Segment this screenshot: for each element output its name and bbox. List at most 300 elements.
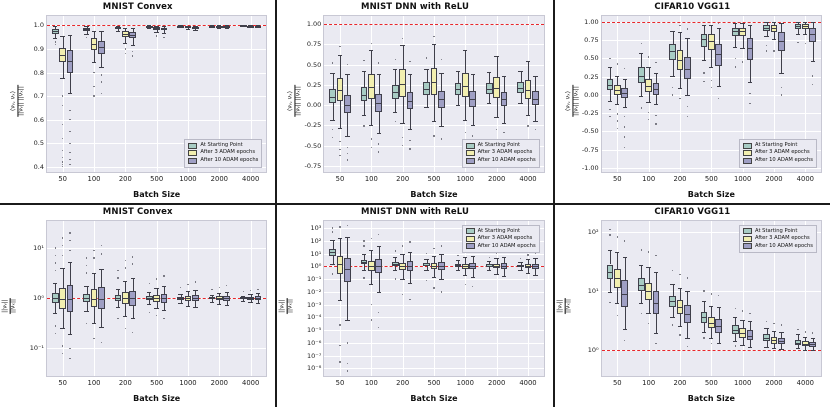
box-plot-outlier	[180, 287, 181, 288]
box-plot-whisker	[735, 317, 736, 325]
box-plot-median	[493, 266, 500, 267]
box-plot-outlier	[441, 59, 442, 60]
box-plot-cap	[225, 305, 229, 306]
box-plot-outlier	[766, 45, 767, 46]
box-plot-median	[129, 35, 136, 36]
box-plot-outlier	[363, 60, 364, 61]
box-plot-outlier	[395, 121, 396, 122]
box-plot-outlier	[749, 103, 750, 104]
box-plot-cap	[241, 296, 245, 297]
box-plot-whisker	[94, 50, 95, 62]
box-plot-outlier	[149, 312, 150, 313]
box-plot-cap	[53, 38, 57, 39]
box-plot-whisker	[711, 328, 712, 337]
box-plot-outlier	[347, 225, 348, 226]
box-plot-cap	[456, 71, 460, 72]
legend-item	[743, 157, 813, 165]
box-plot-cap	[615, 252, 619, 253]
box-plot-outlier	[781, 94, 782, 95]
box-plot-cap	[487, 261, 491, 262]
box-plot-cap	[116, 289, 120, 290]
box-plot-median	[399, 84, 406, 85]
box-plot-whisker	[434, 269, 435, 277]
box-plot-median	[368, 266, 375, 267]
box-plot-outlier	[527, 125, 528, 126]
box-plot-median	[185, 298, 192, 299]
box-plot-cap	[471, 125, 475, 126]
legend-label: At Starting Point	[477, 141, 521, 148]
box-plot-whisker	[473, 269, 474, 277]
y-tick-label: 10²	[587, 228, 599, 237]
box-plot-outlier	[86, 257, 87, 258]
box-plot-whisker	[94, 307, 95, 323]
box-plot-median	[525, 266, 532, 267]
box-plot-median	[122, 298, 129, 299]
box-plot-median	[344, 269, 351, 270]
legend-item	[188, 157, 258, 165]
box-plot-median	[122, 34, 129, 35]
box-plot-whisker	[750, 25, 751, 38]
box-plot-cap	[131, 318, 135, 319]
box-plot-whisker	[94, 273, 95, 289]
box-plot-outlier	[55, 262, 56, 263]
legend-item	[466, 142, 536, 150]
box-plot-cap	[68, 93, 72, 94]
x-tick-label: 50	[612, 174, 622, 183]
box-plot-cap	[526, 115, 530, 116]
gridline	[371, 221, 372, 377]
y-tick-label: 10⁰	[33, 294, 44, 303]
box-plot-cap	[377, 292, 381, 293]
box-plot-outlier	[641, 107, 642, 108]
box-plot-whisker	[625, 257, 626, 280]
y-tick-label: 1.0	[33, 21, 44, 30]
box-plot-cap	[779, 23, 783, 24]
box-plot-whisker	[673, 31, 674, 44]
box-plot-cap	[646, 102, 650, 103]
box-plot-median	[462, 266, 469, 267]
box-plot-cap	[796, 348, 800, 349]
box-plot-outlier	[433, 36, 434, 37]
box-plot-median	[763, 28, 770, 29]
box-plot-whisker	[125, 281, 126, 293]
y-tick-label: 1.00	[584, 17, 599, 26]
box-plot-whisker	[125, 304, 126, 316]
box-plot-whisker	[473, 107, 474, 125]
box-plot-whisker	[63, 36, 64, 48]
box-plot-cap	[639, 96, 643, 97]
legend-item	[466, 157, 536, 165]
box-plot-whisker	[403, 254, 404, 262]
box-plot-cap	[68, 334, 72, 335]
box-plot-outlier	[711, 80, 712, 81]
legend-label: After 3 ADAM epochs	[200, 149, 256, 156]
box-plot-outlier	[132, 263, 133, 264]
box-plot-cap	[193, 290, 197, 291]
box-plot-cap	[533, 258, 537, 259]
box-plot-cap	[362, 71, 366, 72]
chart-legend	[184, 139, 262, 168]
chart-title: MNIST DNN with ReLU	[361, 206, 469, 217]
y-axis-label: ||νᵧ|| ||νₓ||	[278, 298, 294, 313]
box-plot-cap	[740, 320, 744, 321]
box-plot-whisker	[528, 99, 529, 115]
box-plot-whisker	[410, 252, 411, 262]
box-plot-whisker	[465, 257, 466, 263]
box-plot-outlier	[101, 245, 102, 246]
box-plot-outlier	[703, 337, 704, 338]
box-plot-outlier	[125, 48, 126, 49]
legend-swatch	[466, 143, 475, 149]
box-plot-cap	[178, 27, 182, 28]
box-plot-whisker	[364, 254, 365, 260]
box-plot-cap	[471, 74, 475, 75]
box-plot-cap	[131, 45, 135, 46]
box-plot-outlier	[703, 290, 704, 291]
box-plot-median	[337, 90, 344, 91]
legend-swatch	[188, 143, 197, 149]
box-plot-whisker	[55, 283, 56, 293]
box-plot-box	[809, 28, 816, 43]
box-plot-cap	[256, 25, 260, 26]
box-plot-cap	[248, 294, 252, 295]
box-plot-outlier	[163, 275, 164, 276]
y-tick-label: 10⁻¹	[29, 344, 44, 353]
box-plot-median	[532, 266, 539, 267]
box-plot-cap	[748, 321, 752, 322]
box-plot-outlier	[766, 321, 767, 322]
box-plot-outlier	[339, 226, 340, 227]
box-plot-outlier	[617, 113, 618, 114]
box-plot-whisker	[395, 69, 396, 84]
box-plot-outlier	[609, 234, 610, 235]
box-plot-median	[739, 333, 746, 334]
box-plot-cap	[345, 320, 349, 321]
box-plot-cap	[670, 76, 674, 77]
box-plot-whisker	[164, 286, 165, 294]
box-plot-cap	[248, 302, 252, 303]
box-plot-cap	[424, 270, 428, 271]
box-plot-median	[739, 31, 746, 32]
box-plot-outlier	[441, 291, 442, 292]
box-plot-whisker	[347, 113, 348, 136]
box-plot-cap	[748, 82, 752, 83]
x-tick-label: 200	[396, 379, 410, 387]
box-plot-outlier	[520, 258, 521, 259]
box-plot-cap	[678, 326, 682, 327]
box-plot-whisker	[687, 323, 688, 338]
box-plot-cap	[702, 301, 706, 302]
box-plot-cap	[439, 254, 443, 255]
box-plot-outlier	[527, 254, 528, 255]
x-tick-label: 50	[335, 174, 345, 183]
box-plot-outlier	[718, 98, 719, 99]
box-plot-outlier	[687, 106, 688, 107]
x-axis-label: Batch Size	[410, 394, 458, 403]
x-tick-label: 4000	[519, 379, 537, 387]
box-plot-whisker	[750, 60, 751, 82]
box-plot-cap	[733, 317, 737, 318]
box-plot-cap	[432, 256, 436, 257]
box-plot-whisker	[427, 69, 428, 83]
box-plot-whisker	[63, 62, 64, 78]
box-plot-cap	[256, 303, 260, 304]
box-plot-cap	[608, 67, 612, 68]
box-plot-cap	[779, 73, 783, 74]
box-plot-median	[361, 262, 368, 263]
box-plot-outlier	[125, 328, 126, 329]
box-plot-outlier	[101, 81, 102, 82]
box-plot-cap	[178, 294, 182, 295]
chart-legend	[739, 139, 817, 168]
box-plot-cap	[639, 53, 643, 54]
box-plot-whisker	[434, 256, 435, 263]
box-plot-outlier	[101, 93, 102, 94]
box-plot-median	[91, 44, 98, 45]
box-plot-outlier	[624, 68, 625, 69]
box-plot-median	[153, 298, 160, 299]
box-plot-box	[344, 258, 351, 282]
box-plot-whisker	[364, 101, 365, 115]
box-plot-cap	[717, 28, 721, 29]
box-plot-whisker	[743, 338, 744, 345]
box-plot-whisker	[781, 332, 782, 338]
box-plot-cap	[502, 257, 506, 258]
box-plot-outlier	[101, 342, 102, 343]
legend-label: After 10 ADAM epochs	[477, 242, 536, 249]
box-plot-whisker	[680, 314, 681, 326]
box-plot-outlier	[378, 62, 379, 63]
box-plot-outlier	[687, 277, 688, 278]
box-plot-cap	[702, 25, 706, 26]
box-plot-outlier	[472, 286, 473, 287]
box-plot-whisker	[704, 301, 705, 312]
box-plot-outlier	[773, 50, 774, 51]
box-plot-cap	[803, 337, 807, 338]
box-plot-outlier	[687, 346, 688, 347]
box-plot-cap	[639, 303, 643, 304]
box-plot-median	[532, 99, 539, 100]
box-plot-cap	[439, 126, 443, 127]
box-plot-median	[255, 298, 262, 299]
box-plot-cap	[408, 74, 412, 75]
box-plot-cap	[408, 283, 412, 284]
box-plot-cap	[748, 347, 752, 348]
box-plot-cap	[186, 306, 190, 307]
box-plot-outlier	[93, 95, 94, 96]
box-plot-median	[732, 31, 739, 32]
box-plot-cap	[779, 349, 783, 350]
chart-title: MNIST DNN with ReLU	[361, 2, 469, 12]
box-plot-whisker	[410, 271, 411, 283]
x-tick-label: 200	[673, 174, 687, 183]
box-plot-cap	[639, 265, 643, 266]
box-plot-median	[525, 90, 532, 91]
y-axis-label: ||νᵧ|| ||νₓ||	[556, 298, 572, 313]
box-plot-cap	[84, 311, 88, 312]
box-plot-whisker	[719, 333, 720, 342]
box-plot-cap	[709, 306, 713, 307]
box-plot-whisker	[55, 303, 56, 313]
box-plot-cap	[338, 238, 342, 239]
box-plot-cap	[248, 27, 252, 28]
box-plot-cap	[518, 262, 522, 263]
box-plot-outlier	[687, 28, 688, 29]
box-plot-whisker	[704, 25, 705, 34]
box-plot-whisker	[641, 265, 642, 278]
box-plot-cap	[162, 26, 166, 27]
box-plot-cap	[733, 341, 737, 342]
box-plot-cap	[803, 22, 807, 23]
box-plot-cap	[345, 136, 349, 137]
box-plot-outlier	[465, 284, 466, 285]
box-plot-median	[747, 336, 754, 337]
box-plot-median	[375, 103, 382, 104]
box-plot-cap	[733, 23, 737, 24]
box-plot-cap	[147, 25, 151, 26]
box-plot-cap	[362, 270, 366, 271]
y-tick-label: 0.00	[306, 101, 322, 110]
chart-panel	[277, 205, 552, 407]
x-tick-label: 2000	[210, 379, 228, 387]
x-axis-label: Batch Size	[133, 189, 181, 199]
box-plot-median	[91, 299, 98, 300]
box-plot-cap	[654, 272, 658, 273]
box-plot-outlier	[655, 62, 656, 63]
box-plot-cap	[623, 329, 627, 330]
box-plot-cap	[330, 240, 334, 241]
y-tick-label: 0.25	[306, 80, 322, 89]
box-plot-whisker	[719, 28, 720, 44]
x-tick-label: 1000	[456, 174, 474, 183]
y-tick-label: -0.50	[304, 141, 322, 150]
legend-item	[466, 228, 536, 236]
box-plot-median	[715, 54, 722, 55]
box-plot-cap	[60, 268, 64, 269]
box-plot-cap	[811, 22, 815, 23]
box-plot-cap	[99, 31, 103, 32]
box-plot-median	[438, 99, 445, 100]
box-plot-cap	[362, 254, 366, 255]
box-plot-cap	[162, 286, 166, 287]
box-plot-median	[684, 314, 691, 315]
box-plot-median	[771, 340, 778, 341]
box-plot-cap	[400, 123, 404, 124]
box-plot-cap	[400, 279, 404, 280]
box-plot-median	[732, 330, 739, 331]
box-plot-outlier	[409, 140, 410, 141]
box-plot-whisker	[656, 73, 657, 83]
legend-label: At Starting Point	[755, 141, 798, 148]
box-plot-median	[455, 89, 462, 90]
box-plot-median	[329, 252, 336, 253]
x-tick-label: 50	[58, 379, 67, 387]
y-tick-label: 10⁰	[310, 262, 322, 271]
box-plot-whisker	[617, 95, 618, 104]
box-plot-box	[708, 34, 715, 49]
box-plot-whisker	[680, 70, 681, 88]
box-plot-median	[161, 298, 168, 299]
box-plot-whisker	[649, 300, 650, 313]
box-plot-cap	[369, 284, 373, 285]
box-plot-median	[778, 341, 785, 342]
box-plot-median	[462, 86, 469, 87]
box-plot-outlier	[609, 116, 610, 117]
box-plot-outlier	[735, 308, 736, 309]
box-plot-cap	[210, 27, 214, 28]
y-tick-label: 0.6	[33, 115, 44, 124]
box-plot-outlier	[441, 245, 442, 246]
box-plot-median	[677, 307, 684, 308]
box-plot-whisker	[340, 238, 341, 256]
plot-area	[33, 15, 267, 183]
box-plot-outlier	[69, 232, 70, 233]
box-plot-outlier	[332, 62, 333, 63]
x-tick-label: 1000	[179, 379, 197, 387]
box-plot-whisker	[641, 83, 642, 96]
legend-item	[743, 228, 813, 236]
y-tick-label: -0.25	[304, 121, 322, 130]
box-plot-cap	[646, 67, 650, 68]
y-tick-label: 0.4	[33, 162, 44, 171]
box-plot-whisker	[441, 270, 442, 279]
x-tick-label: 200	[396, 174, 410, 183]
box-plot-cap	[432, 44, 436, 45]
box-plot-cap	[709, 67, 713, 68]
box-plot-outlier	[69, 152, 70, 153]
box-plot-outlier	[672, 324, 673, 325]
box-plot-outlier	[363, 277, 364, 278]
box-plot-median	[645, 291, 652, 292]
box-plot-whisker	[133, 306, 134, 319]
box-plot-outlier	[797, 42, 798, 43]
y-tick-label: -1.00	[581, 163, 599, 172]
box-plot-median	[399, 266, 406, 267]
box-plot-outlier	[735, 345, 736, 346]
box-plot-outlier	[371, 147, 372, 148]
reference-line	[324, 24, 543, 25]
box-plot-whisker	[63, 268, 64, 288]
box-plot-outlier	[655, 123, 656, 124]
box-plot-whisker	[610, 250, 611, 265]
box-plot-cap	[53, 26, 57, 27]
box-plot-cap	[772, 348, 776, 349]
box-plot-cap	[53, 313, 57, 314]
y-tick-label: 10⁻⁴	[307, 313, 322, 322]
box-plot-outlier	[457, 255, 458, 256]
legend-item	[743, 243, 813, 251]
box-plot-cap	[338, 128, 342, 129]
box-plot-outlier	[624, 340, 625, 341]
box-plot-cap	[654, 104, 658, 105]
box-plot-outlier	[378, 312, 379, 313]
box-plot-cap	[463, 50, 467, 51]
x-tick-label: 500	[150, 379, 164, 387]
y-tick-label: 0.25	[584, 72, 599, 81]
box-plot-cap	[494, 258, 498, 259]
box-plot-whisker	[70, 35, 71, 50]
y-tick-label: 0.00	[584, 90, 599, 99]
box-plot-median	[375, 266, 382, 267]
box-plot-median	[795, 343, 802, 344]
box-plot-outlier	[149, 283, 150, 284]
box-plot-cap	[362, 115, 366, 116]
box-plot-outlier	[69, 143, 70, 144]
box-plot-outlier	[187, 284, 188, 285]
box-plot-cap	[217, 293, 221, 294]
box-plot-whisker	[774, 331, 775, 337]
box-plot-outlier	[339, 361, 340, 362]
